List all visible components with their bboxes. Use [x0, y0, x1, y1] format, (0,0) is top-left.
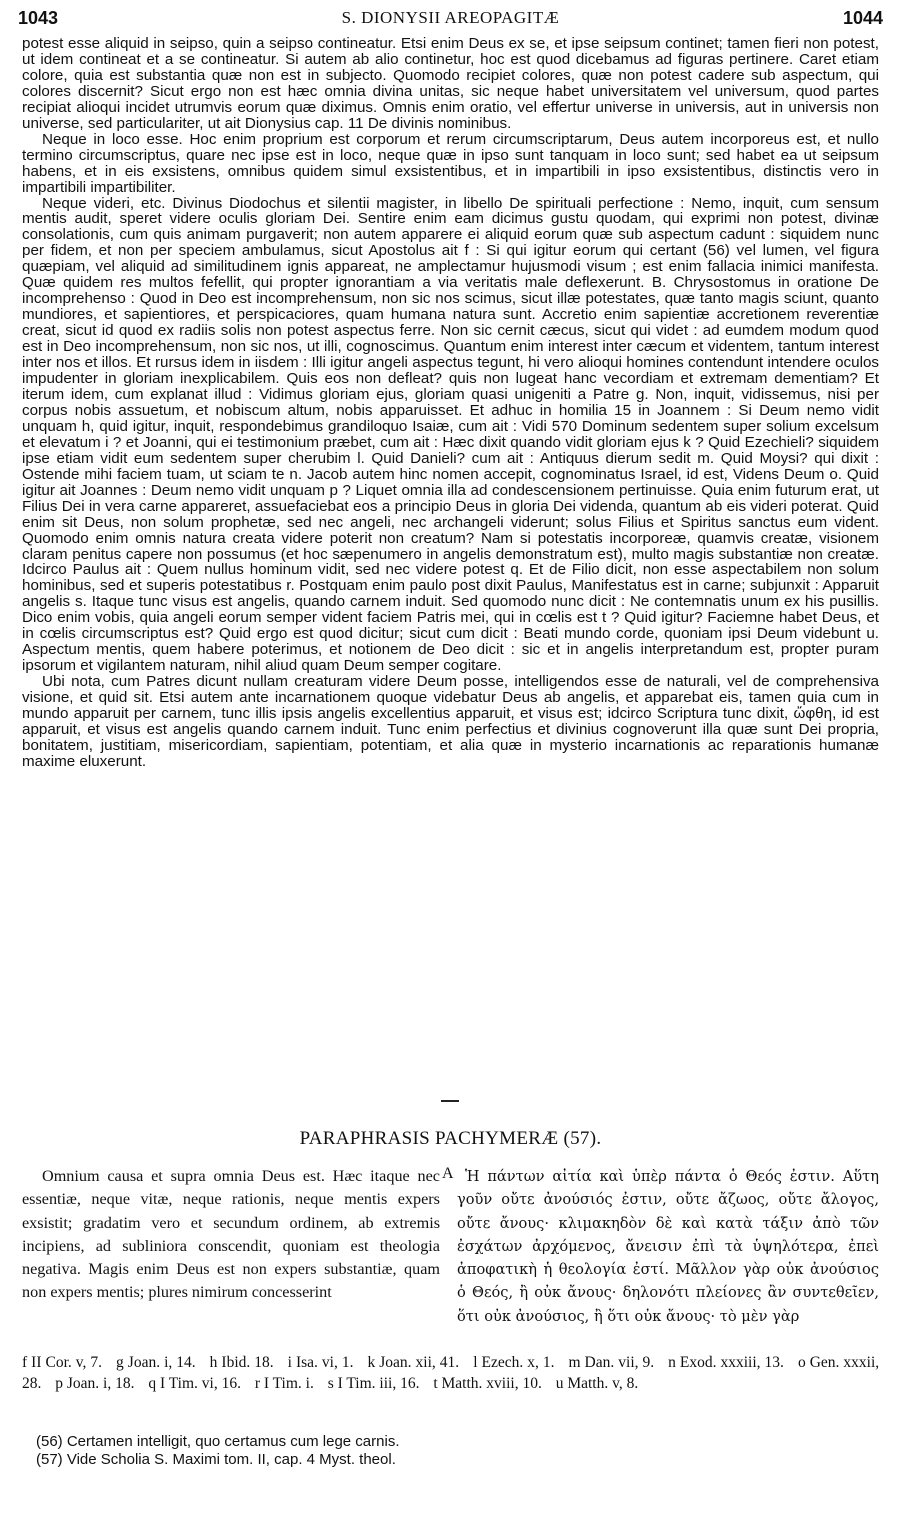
footnote: o Gen. xxxii, 28.	[22, 1354, 880, 1392]
footnotes	[22, 1352, 879, 1394]
endnotes	[36, 1433, 876, 1468]
footnote: r I Tim. i.	[254, 1375, 314, 1392]
footnote: p Joan. i, 18.	[55, 1375, 135, 1392]
commentary-paragraph: Neque videri, etc. Divinus Diodochus et silentii magister, in libello De spirituali perfectione : Nemo, inquit, cum sensum mentis audit, speret videre oculis gloriam Dei. Sentire enim eam dicimus gustu quodam, qui exprimi non potest, divinæ consolationis, cum quis animam purgaverit; non autem apparere ei aliquid eorum quæ sub aspectum cadunt : siquidem nunc per fidem, et non per speciem ambulamus, sicut Apostolus ait f : Si qui igitur eorum qui certant (56) vel lumen, vel figura quæpiam, vel aliquid ad similitudinem ignis appareat, ne amplectamur hujusmodi visum ; est enim fallacia inimici manifesta. Quæ quidem res multos fefellit, qui propter ignorantiam a via veritatis male deflexerunt. B. Chrysostomus in oratione De incomprehenso : Quod in Deo est incomprehensum, non sic nos scimus, sicut illæ potestates, quæ tanto magis sciunt, quanto mundiores, et sapientiores, et perspicaciores, quam humana natura sunt. Accretio enim sapientiæ accretionem reverentiæ creat, sicut id quod ex radiis solis non potest aspectus ferre. Non sic cernit cæcus, sicut qui videt : ad eumdem modum quod est in Deo incomprehensum, non sic nos, ut illi, cognoscimus. Quantum enim interest inter cæcum et videntem, tantum interest inter nos et illos. Et rursus idem in iisdem : Illi igitur angeli aspectus tegunt, hi vero alioqui homines contendunt intendere oculos impudenter in gloriam inexplicabilem. Quis eos non defleat? quis non lugeat hanc vecordiam et extremam dementiam? Et iterum idem, cum explanat illud : Vidimus gloriam ejus, gloriam quasi unigeniti a Patre g. Non, inquit, vidissemus, nisi per corpus nobis assuetum, et nobiscum altum, nobis apparuisset. Et adhuc in homilia 15 in Joannem : Si Deum nemo vidit unquam h, quid igitur, inquit, respondebimus grandiloquo Isaiæ, cum ait : Vidi 570 Dominum sedentem super solium excelsum et elevatum i ? et Joanni, qui ei testimonium præbet, cum ait : Hæc dixit quando vidit gloriam ejus k ? Quid Ezechieli? siquidem ipse etiam vidit eum sedentem super cherubim l. Quid Danieli? cum ait : Antiquus dierum sedit m. Quid Moysi? qui dixit : Ostende mihi faciem tuam, ut sciam te n. Jacob autem hinc nomen accepit, cognominatus Israel, id est, Videns Deum o. Quid igitur ait Joannes : Deum nemo vidit unquam p ? Liquet omnia illa ad condescensionem pertinuisse. Quia enim futurum erat, ut Filius Dei in vera carne appareret, assuefaciebat eos a principio Deus in gloria Dei videnda, quantum ab eis videri poterat. Quid enim sit Deus, non solum prophetæ, sed nec angeli, nec archangeli viderunt; solus Filius et Spiritus sanctus eum vident. Quomodo enim omnis natura creata videre poterit non creatum? Nam si potestatis incorporeæ, quamvis creatæ, visionem claram penitus capere non possumus (et hoc sæpenumero in angelis demonstratum est), multo magis substantiæ non creatæ. Idcirco Paulus ait : Quem nullus hominum vidit, sed nec videre potest q. Et de Filio dicit, non esse aspectabilem non solum hominibus, sed et superis potestatibus r. Postquam enim paulo post dixit Paulus, Manifestatus est in carne; subjunxit : Apparuit angelis s. Itaque tunc visus est angelis, quando carnem induit. Sed quomodo nunc dicit : Ne contemnatis unum ex his pusillis. Dico enim vobis, quia angeli eorum semper vident faciem Patris mei, qui in cœlis est t ? Quid igitur? Faciemne habet Deus, et in cœlis circumscriptus est? Quid ergo est quod dicitur; sicut cum dicit : Beati mundo corde, quoniam ipsi Deum videbunt u. Aspectum mentis, quem habere poterimus, et notionem de Deo dicit : sic et in angelis interpretandum est, propter puram ipsorum et vigilantem naturam, nihil aliud quam Deum semper cogitare.	[22, 194, 879, 675]
footnote: m Dan. vii, 9.	[568, 1354, 655, 1371]
footnote: h Ibid. 18.	[209, 1354, 274, 1371]
latin-paragraph: Omnium causa et supra omnia Deus est. Hæc itaque nec essentiæ, neque vitæ, neque rationis, neque mentis expers exsistit; gradatim vero et secundum ordinem, ab extremis incipiens, ad subliniora conscendit, quoniam est theologia negativa. Magis enim Deus est non expers substantiæ, quam non expers mentis; plures nimirum concesserint	[22, 1167, 440, 1302]
section-title: PARAPHRASIS PACHYMERÆ (57).	[299, 1128, 602, 1149]
commentary-paragraph: Ubi nota, cum Patres dicunt nullam creaturam videre Deum posse, intelligendos esse de naturali, vel de comprehensiva visione, et quid sit. Etsi autem ante incarnationem quoque videbatur Deus ab angelis, et apparebat eis, tamen quia cum in mundo apparuit per carnem, tunc illis ipsis angelis excellentius apparuit, et visus est; idcirco Scriptura tunc dixit, ὤφθη, id est apparuit, et visus est angelis quando carnem induit. Tunc enim perfectius et divinius cognoverunt illa quæ sunt Dei propria, bonitatem, justitiam, misericordiam, sapientiam, potentiam, et alia quæ in mysterio incarnationis ac reparationis humanæ maxime eluxerunt.	[22, 673, 879, 770]
endnote: (57) Vide Scholia S. Maximi tom. II, cap. 4 Myst. theol.	[36, 1450, 396, 1468]
footnote: g Joan. i, 14.	[116, 1354, 196, 1371]
endnote: (56) Certamen intelligit, quo certamus cum lege carnis.	[36, 1433, 400, 1450]
greek-column	[457, 1165, 879, 1328]
commentary-body	[22, 36, 879, 770]
page-number-left: 1043	[18, 8, 59, 28]
running-title: S. DIONYSII AREOPAGITÆ	[341, 8, 560, 27]
footnote: u Matth. v, 8.	[555, 1375, 639, 1392]
page-header	[18, 4, 883, 32]
marginal-letter: A	[442, 1165, 454, 1182]
footnote: i Isa. vi, 1.	[287, 1354, 354, 1371]
footnote: k Joan. xii, 41.	[367, 1354, 460, 1371]
footnote: l Ezech. x, 1.	[473, 1354, 555, 1371]
footnote: n Exod. xxxiii, 13.	[668, 1354, 784, 1371]
greek-paragraph: Ἡ πάντων αἰτία καὶ ὑπὲρ πάντα ὁ Θεός ἐστιν. Αὕτη γοῦν οὔτε ἀνούσιός ἐστιν, οὔτε ἄζωος, οὔτε ἄλογος, οὔτε ἄνους· κλιμακηδὸν δὲ καὶ κατὰ τάξιν ἀπὸ τῶν ἐσχάτων ἀρχόμενος, ἄνεισιν ἐπὶ τὰ ὑψηλότερα, ἐπεὶ ἀποφατικὴ ἡ θεολογία ἐστί. Μᾶλλον γὰρ οὐκ ἀνούσιος ὁ Θεός, ἢ οὐκ ἄνους· δηλονότι πλείονες ἂν συντεθεῖεν, ὅτι οὐκ ἀνούσιος, ἢ ὅτι οὐκ ἄνους· τὸ μὲν γὰρ	[457, 1168, 879, 1325]
commentary-paragraph: potest esse aliquid in seipso, quin a seipso contineatur. Etsi enim Deus ex se, et ipse seipsum continet; tamen fieri non potest, ut idem contineat et a se contineatur. Si autem ab alio continetur, hoc est quod dicebamus ad figuras pertinere. Caret etiam colore, quia est substantia quæ non est in subjecto. Quomodo recipiet colores, quæ non potest cadere sub aspectum, qui colores discernit? Sicut ergo non est hæc omnia divina unitas, sic neque habet universitatem vel universum, quod partes recipiat alioqui incidet utrumvis eorum quæ diximus. Omnis enim oratio, vel effertur universe in universis, aut in universis non universe, sed particulariter, ut ait Dionysius cap. 11 De divinis nominibus.	[22, 35, 879, 132]
page-number-right: 1044	[842, 8, 883, 28]
section-divider	[441, 1100, 459, 1102]
footnote: q I Tim. vi, 16.	[148, 1375, 241, 1392]
latin-column	[22, 1165, 440, 1305]
footnote: f II Cor. v, 7.	[22, 1354, 103, 1371]
footnote: s I Tim. iii, 16.	[327, 1375, 420, 1392]
commentary-paragraph: Neque in loco esse. Hoc enim proprium est corporum et rerum circumscriptarum, Deus autem incorporeus est, et nullo termino circumscriptus, quare nec ipse est in loco, neque quæ in ipso sunt tanquam in loco sunt; sed habet ea ut seipsum habens, et in eis exsistens, omnibus quidem simul exsistentibus, et in impartibili in ipso exsistentibus, distinctis vero in impartibili impartibiliter.	[22, 130, 879, 196]
footnote: t Matth. xviii, 10.	[433, 1375, 542, 1392]
